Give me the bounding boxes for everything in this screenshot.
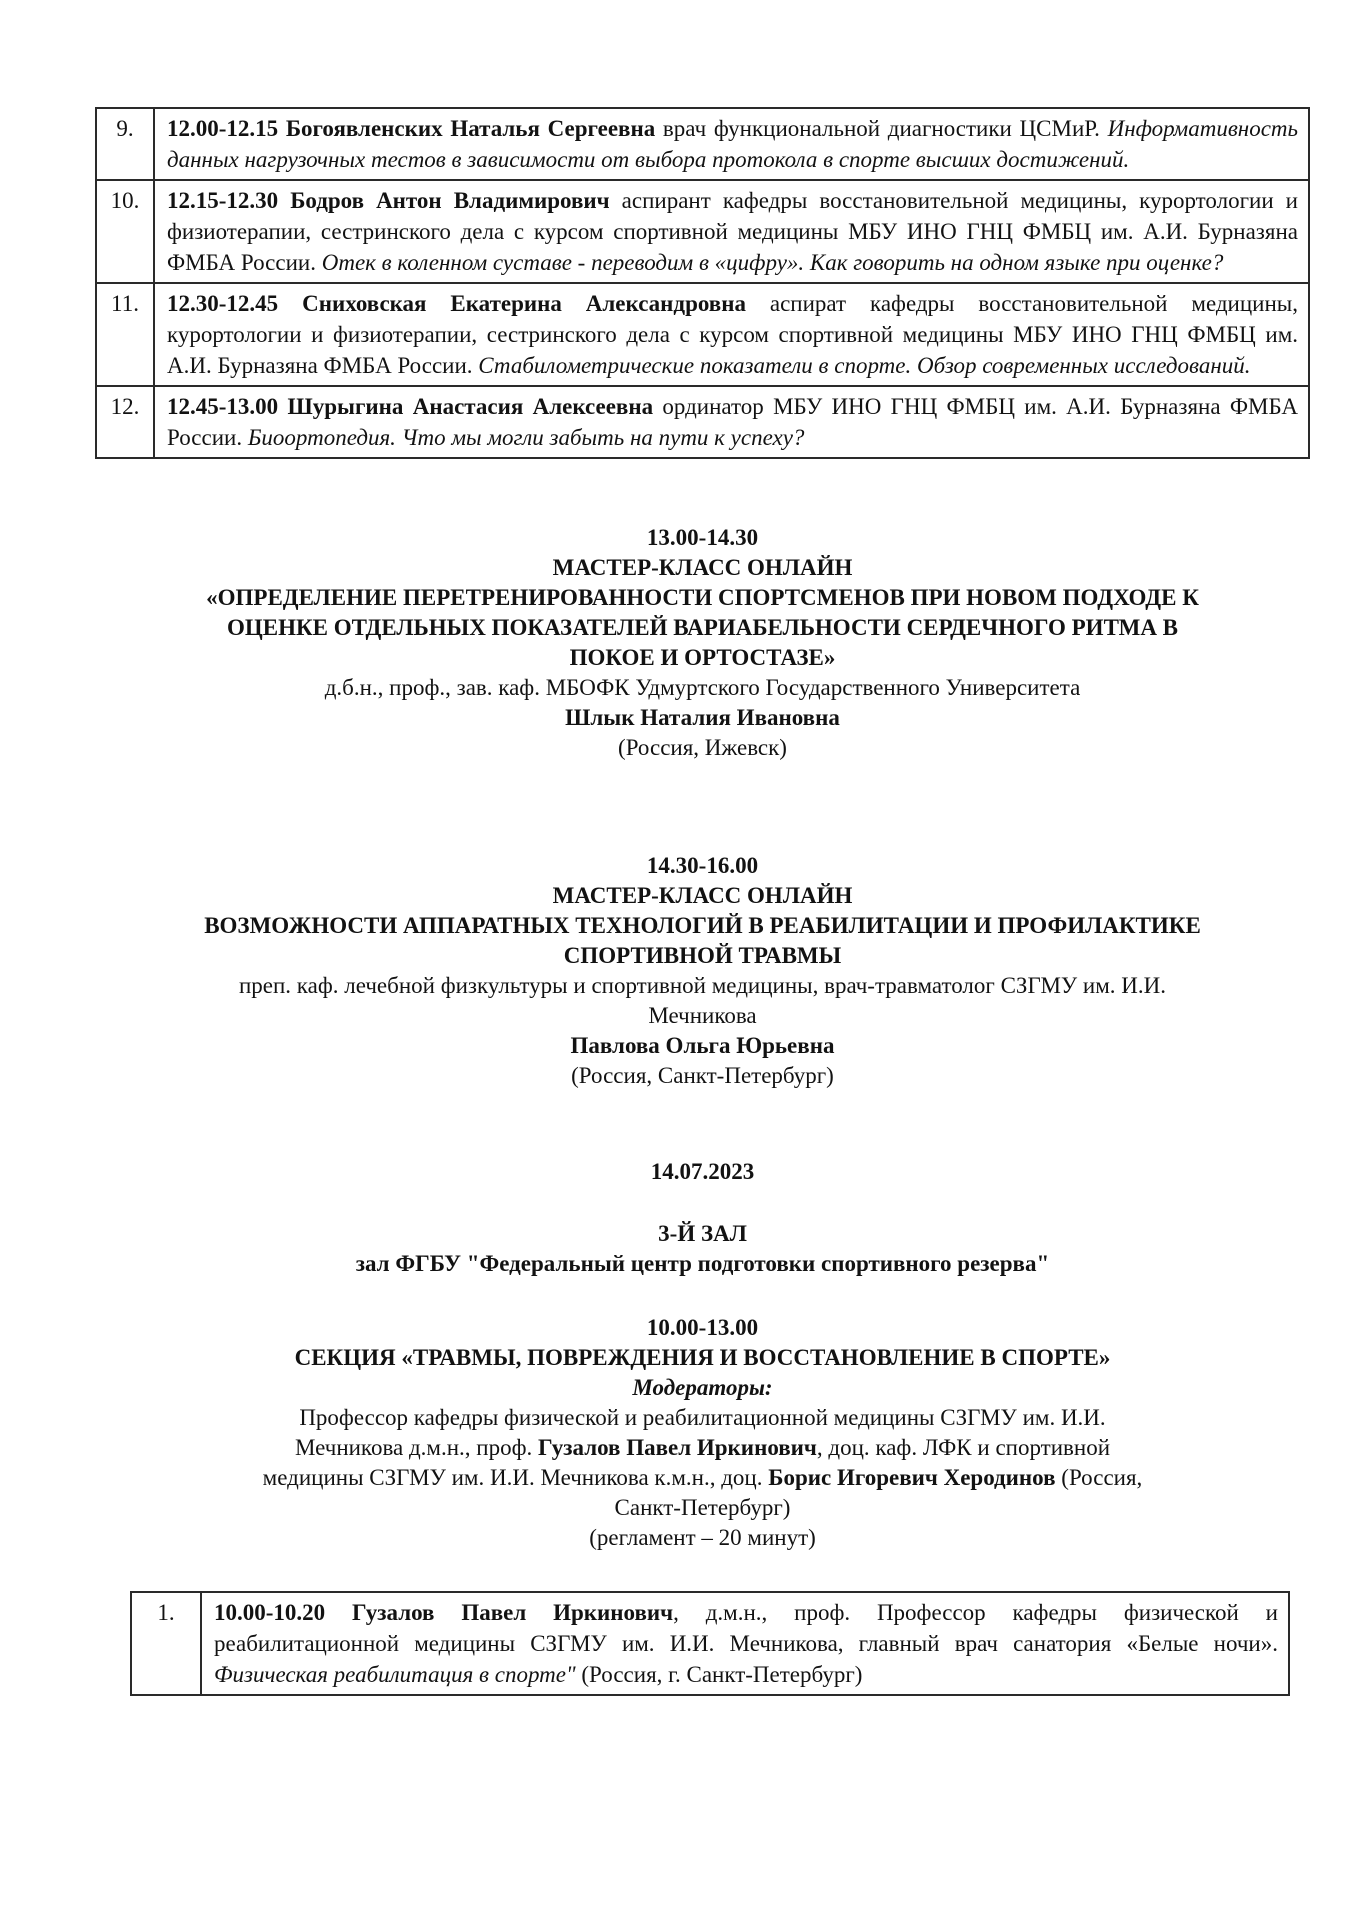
section-title: СЕКЦИЯ «ТРАВМЫ, ПОВРЕЖДЕНИЯ И ВОССТАНОВЛЕНИЕ В СПОРТЕ»: [294, 1345, 1111, 1370]
entry-affiliation: аспират кафедры восстановительной медицины, курортологии и физиотерапии, сестринского дела с курсом спортивной медицины МБУ ИНО ГНЦ ФМБЦ им. А.И. Бурназяна ФМБА России.: [167, 291, 1298, 378]
entry-number: 10.: [96, 180, 154, 283]
entry-cell: [201, 1592, 1289, 1695]
entry-talk-title: Отек в коленном суставе - переводим в «цифру». Как говорить на одном языке при оценке?: [321, 250, 1224, 275]
entry-time-speaker: 10.00-10.20 Гузалов Павел Иркинович: [214, 1600, 674, 1625]
section-program-table: [130, 1591, 1290, 1696]
entry-text: [214, 1597, 1278, 1690]
hall-name: 3-Й ЗАЛ: [658, 1221, 747, 1246]
entry-number: 9.: [96, 108, 154, 180]
entry-talk-title: Физическая реабилитация в спорте": [214, 1662, 576, 1687]
entry-text: [167, 113, 1298, 175]
moderator-affiliation: Профессор кафедры физической и реабилитационной медицины СЗГМУ им. И.И. Мечникова д.м.н., проф.: [294, 1405, 1106, 1460]
entry-cell: [154, 386, 1309, 458]
entry-time-speaker: 12.15-12.30 Бодров Антон Владимирович: [167, 188, 610, 213]
entry-location: (Россия, г. Санкт-Петербург): [575, 1662, 863, 1687]
masterclass-1-block: [95, 523, 1310, 763]
table-row: [96, 180, 1309, 283]
masterclass-1-location: (Россия, Ижевск): [618, 735, 787, 760]
moderators-label: Модераторы:: [632, 1375, 773, 1400]
entry-affiliation: врач функциональной диагностики ЦСМиР.: [655, 116, 1108, 141]
date-block: [95, 1157, 1310, 1187]
entry-time-speaker: 12.45-13.00 Шурыгина Анастасия Алексеевна: [167, 394, 654, 419]
masterclass-2-title: ВОЗМОЖНОСТИ АППАРАТНЫХ ТЕХНОЛОГИЙ В РЕАБИЛИТАЦИИ И ПРОФИЛАКТИКЕ СПОРТИВНОЙ ТРАВМЫ: [204, 913, 1201, 968]
entry-text: [167, 288, 1298, 381]
entry-number: 12.: [96, 386, 154, 458]
session-date: 14.07.2023: [650, 1159, 755, 1184]
masterclass-1-time: 13.00-14.30: [646, 525, 759, 550]
moderator-affiliation: , доц. каф. ЛФК и спортивной медицины СЗГМУ им. И.И. Мечникова к.м.н., доц.: [262, 1435, 1111, 1490]
moderators-paragraph: [243, 1403, 1163, 1523]
morning-program-table: [95, 107, 1310, 459]
masterclass-2-type: МАСТЕР-КЛАСС ОНЛАЙН: [552, 883, 853, 908]
moderator-location: (Россия, Санкт-Петербург): [614, 1465, 1143, 1520]
masterclass-2-location: (Россия, Санкт-Петербург): [571, 1063, 834, 1088]
hall-venue: зал ФГБУ "Федеральный центр подготовки спортивного резерва": [355, 1251, 1050, 1276]
entry-affiliation: аспирант кафедры восстановительной медицины, курортологии и физиотерапии, сестринского дела с курсом спортивной медицины МБУ ИНО ГНЦ ФМБЦ им. А.И. Бурназяна ФМБА России.: [167, 188, 1298, 275]
entry-text: [167, 391, 1298, 453]
masterclass-2-time: 14.30-16.00: [646, 853, 759, 878]
masterclass-1-title: «ОПРЕДЕЛЕНИЕ ПЕРЕТРЕНИРОВАННОСТИ СПОРТСМЕНОВ ПРИ НОВОМ ПОДХОДЕ К ОЦЕНКЕ ОТДЕЛЬНЫХ ПОКАЗАТЕЛЕЙ ВАРИАБЕЛЬНОСТИ СЕРДЕЧНОГО РИТМА В ПОКОЕ И ОРТОСТАЗЕ»: [206, 585, 1199, 670]
moderator-name: Гузалов Павел Иркинович: [538, 1435, 817, 1460]
hall-block: [95, 1219, 1310, 1279]
table-row: [96, 108, 1309, 180]
section-time: 10.00-13.00: [646, 1315, 759, 1340]
entry-affiliation: ординатор МБУ ИНО ГНЦ ФМБЦ им. А.И. Бурназяна ФМБА России.: [167, 394, 1298, 450]
masterclass-2-speaker: Павлова Ольга Юрьевна: [570, 1033, 835, 1058]
table-row: [96, 283, 1309, 386]
entry-number: 11.: [96, 283, 154, 386]
entry-talk-title: Биоортопедия. Что мы могли забыть на пути к успеху?: [247, 425, 805, 450]
section-block: [95, 1313, 1310, 1553]
masterclass-1-type: МАСТЕР-КЛАСС ОНЛАЙН: [552, 555, 853, 580]
entry-talk-title: Стабилометрические показатели в спорте. Обзор современных исследований.: [478, 353, 1251, 378]
masterclass-2-affiliation: преп. каф. лечебной физкультуры и спортивной медицины, врач-травматолог СЗГМУ им. И.И. Мечникова: [238, 973, 1167, 1028]
moderator-name: Борис Игоревич Херодинов: [768, 1465, 1056, 1490]
entry-time-speaker: 12.30-12.45 Сниховская Екатерина Александровна: [167, 291, 746, 316]
entry-talk-title: Информативность данных нагрузочных тестов в зависимости от выбора протокола в спорте высших достижений.: [167, 116, 1298, 172]
entry-number: 1.: [131, 1592, 201, 1695]
entry-cell: [154, 283, 1309, 386]
entry-cell: [154, 180, 1309, 283]
entry-text: [167, 185, 1298, 278]
entry-affiliation: , д.м.н., проф. Профессор кафедры физической и реабилитационной медицины СЗГМУ им. И.И. Мечникова, главный врач санатория «Белые ночи».: [214, 1600, 1278, 1656]
masterclass-2-block: [95, 851, 1310, 1091]
section-timing-note: (регламент – 20 минут): [589, 1525, 816, 1550]
table-row: [96, 386, 1309, 458]
entry-cell: [154, 108, 1309, 180]
masterclass-1-speaker: Шлык Наталия Ивановна: [565, 705, 840, 730]
entry-time-speaker: 12.00-12.15 Богоявленских Наталья Сергеевна: [167, 116, 656, 141]
table-row: [131, 1592, 1289, 1695]
masterclass-1-affiliation: д.б.н., проф., зав. каф. МБОФК Удмуртского Государственного Университета: [324, 675, 1081, 700]
